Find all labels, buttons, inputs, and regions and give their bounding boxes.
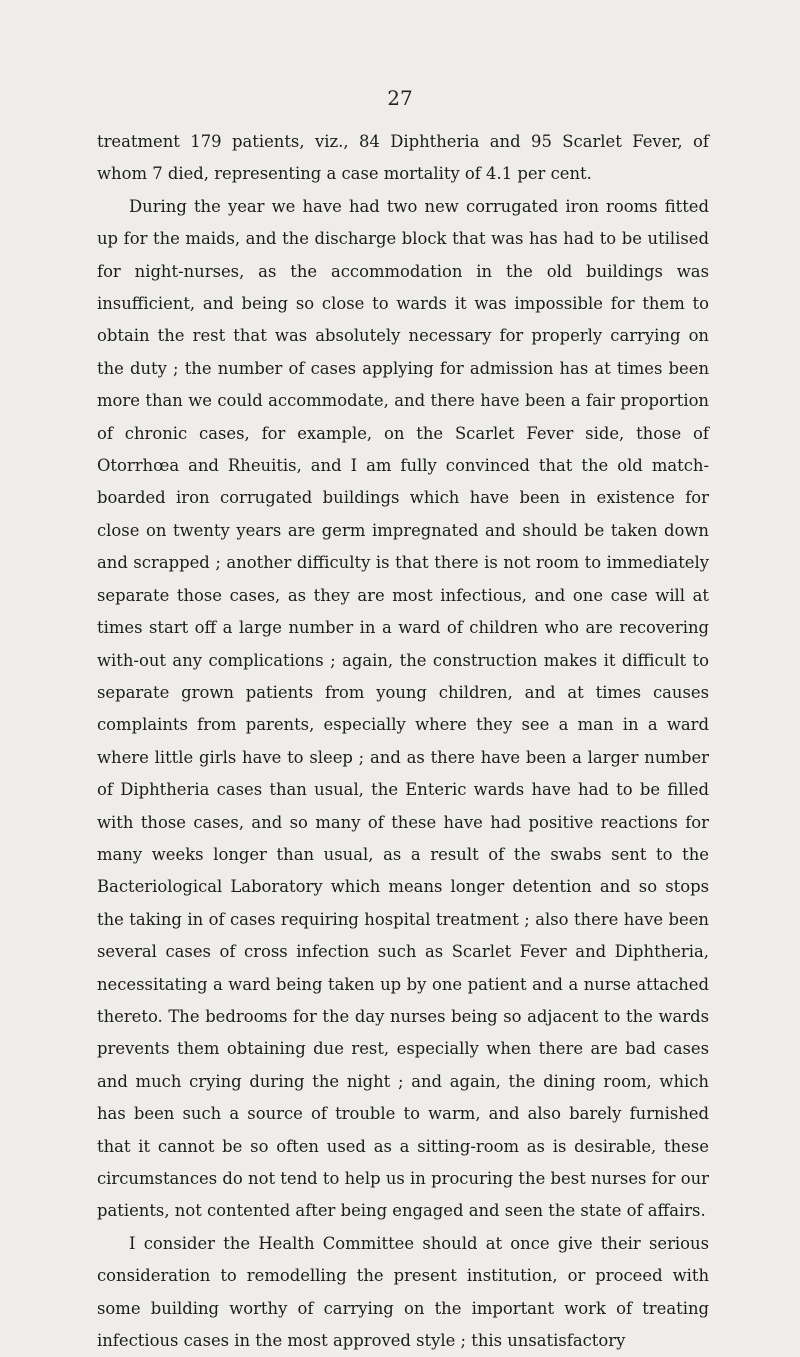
paragraph-health-committee: I consider the Health Committee should at once give their serious consideration to remodelling the present institution, or proceed with some building worthy of carrying on the important work of treating infectious cases in the most approved style ; this unsatisfactory	[97, 1233, 709, 1351]
paragraph-during-the-year: During the year we have had two new corrugated iron rooms fitted up for the maids, and the discharge block that was has had to be utilised for night-nurses, as the accommodation in the old buildings was insufficient, and being so close to wards it was impossible for them to obtain the rest that was absolutely necessary for properly carrying on the duty ; the number of cases applying for admission has at times been more than we could accommodate, and there have been a fair proportion of chronic cases, for example, on the Scarlet Fever side, those of Otorrhœa and Rheuitis, and I am fully convinced that the old match-boarded iron corrugated buildings which have been in existence for close on twenty years are germ impregnated and should be taken down and scrapped ; another difficulty is that there is not room to immediately separate those cases, as they are most infectious, and one case will at times start off a large number in a ward of children who are recovering with-out any complications ; again, the construction makes it difficult to separate grown patients from young children, and at times causes complaints from parents, especially where they see a man in a ward where little girls have to sleep ; and as there have been a larger number of Diphtheria cases than usual, the Enteric wards have had to be filled with those cases, and so many of these have had positive reactions for many weeks longer than usual, as a result of the swabs sent to the Bacteriological Laboratory which means longer detention and so stops the taking in of cases requiring hospital treatment ; also there have been several cases of cross infection such as Scarlet Fever and Diphtheria, necessitating a ward being taken up by one patient and a nurse attached thereto. The bedrooms for the day nurses being so adjacent to the wards prevents them obtaining due rest, especially when there are bad cases and much crying during the night ; and again, the dining room, which has been such a source of trouble to warm, and also barely furnished that it cannot be so often used as a sitting-room as is desirable, these circumstances do not tend to help us in procuring the best nurses for our patients, not contented after being engaged and seen the state of affairs.	[97, 196, 709, 1221]
page-number: 27	[387, 86, 413, 110]
paragraph-continuation: treatment 179 patients, viz., 84 Diphtheria and 95 Scarlet Fever, of whom 7 died, representing a case mortality of 4.1 per cent.	[97, 132, 709, 184]
body-text	[97, 126, 709, 1357]
